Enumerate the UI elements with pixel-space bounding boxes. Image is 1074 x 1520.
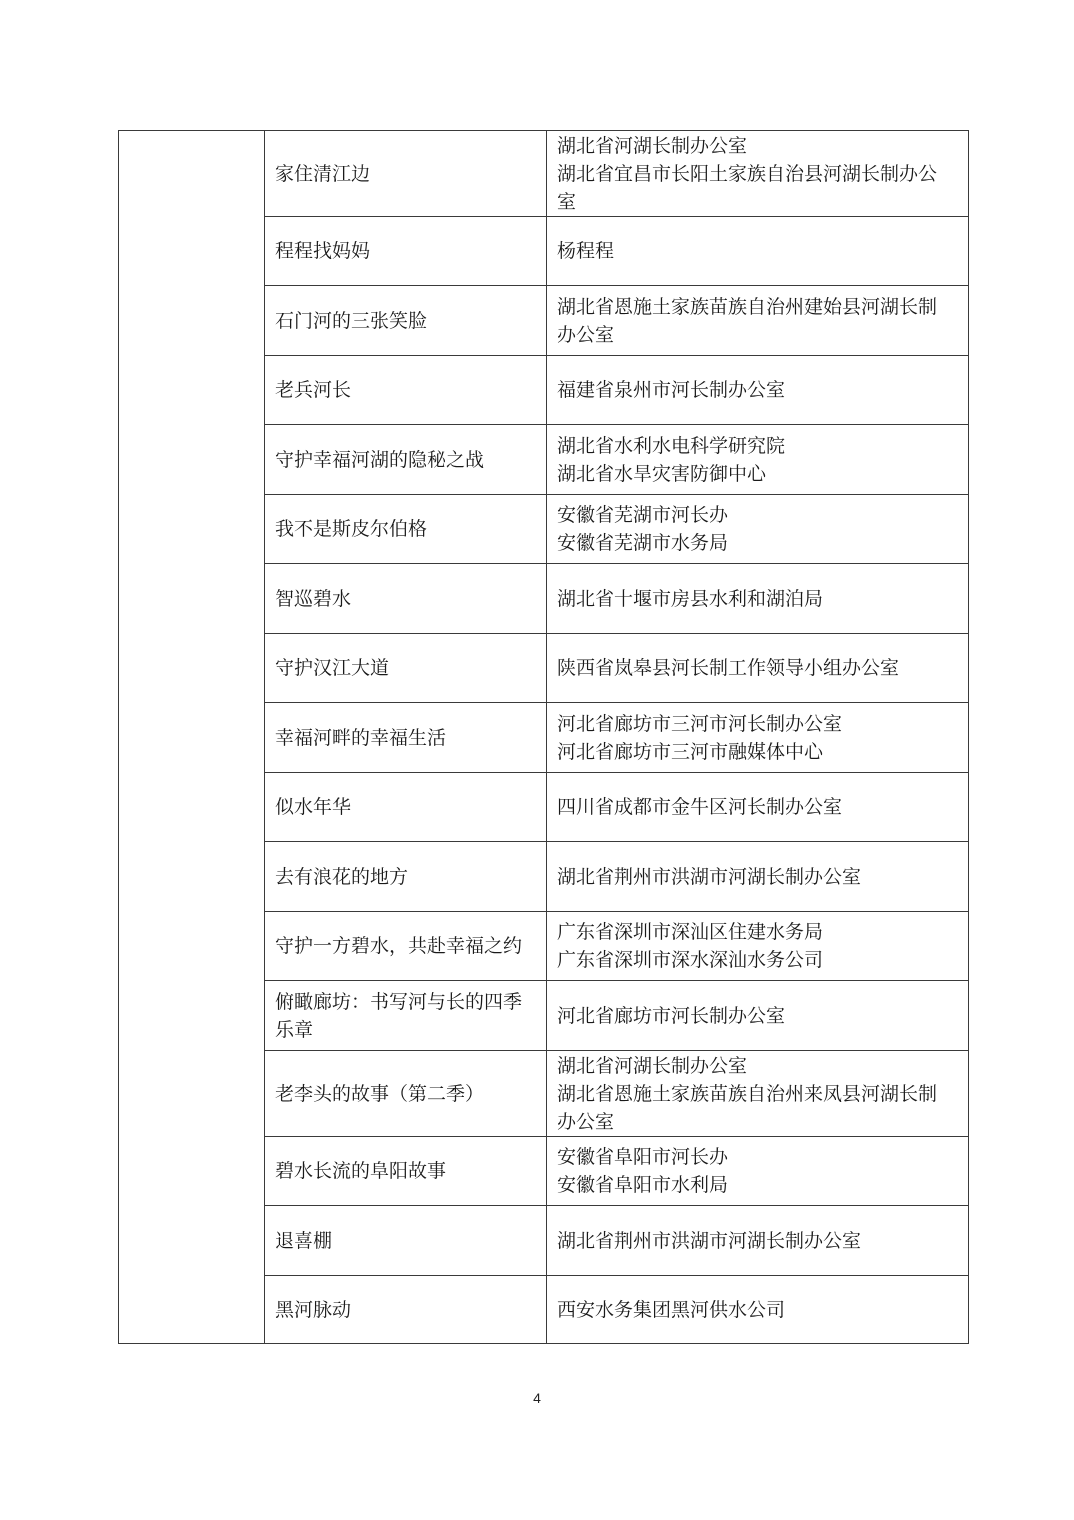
organization-line: 湖北省水旱灾害防御中心: [557, 462, 767, 485]
organization-line: 湖北省荆州市洪湖市河湖长制办公室: [557, 865, 862, 888]
organization-cell: [547, 1276, 969, 1344]
organization-line: 福建省泉州市河长制办公室: [557, 379, 786, 401]
organization-line: 湖北省宜昌市长阳土家族自治县河湖长制办公: [557, 162, 938, 185]
work-title-cell: 退喜棚: [265, 1206, 547, 1276]
organization-line: 办公室: [557, 323, 615, 346]
organization-line: 广东省深圳市深水深汕水务公司: [557, 949, 824, 971]
works-table: [118, 130, 969, 1344]
category-cell: [119, 131, 265, 1344]
organization-cell: [547, 1137, 969, 1206]
organization-cell: [547, 842, 969, 912]
work-title-cell: 我不是斯皮尔伯格: [265, 495, 547, 564]
organization-cell: [547, 634, 969, 703]
organization-line: 湖北省河湖长制办公室: [557, 134, 748, 157]
organization-cell: [547, 495, 969, 564]
organization-line: 安徽省芜湖市河长办: [557, 504, 729, 526]
organization-line: 湖北省水利水电科学研究院: [557, 434, 786, 457]
organization-cell: [547, 131, 969, 217]
organization-line: 室: [557, 190, 577, 213]
work-title-cell: 碧水长流的阜阳故事: [265, 1137, 547, 1206]
organization-line: 杨程程: [557, 240, 615, 262]
organization-cell: [547, 425, 969, 495]
work-title-cell: 石门河的三张笑脸: [265, 286, 547, 356]
work-title-cell: 似水年华: [265, 773, 547, 842]
table-body: [119, 131, 969, 1344]
table-row: [119, 131, 969, 217]
organization-line: 办公室: [557, 1110, 615, 1133]
work-title-cell: 守护幸福河湖的隐秘之战: [265, 425, 547, 495]
organization-line: 陕西省岚皋县河长制工作领导小组办公室: [557, 657, 900, 679]
organization-cell: [547, 286, 969, 356]
organization-cell: [547, 356, 969, 425]
work-title-cell: 黑河脉动: [265, 1276, 547, 1344]
organization-line: 湖北省河湖长制办公室: [557, 1054, 748, 1077]
organization-cell: [547, 564, 969, 634]
work-title-cell: 守护一方碧水，共赴幸福之约: [265, 912, 547, 981]
organization-line: 河北省廊坊市三河市融媒体中心: [557, 740, 824, 763]
organization-cell: [547, 981, 969, 1051]
work-title-cell: 老李头的故事（第二季）: [265, 1051, 547, 1137]
work-title-cell: 家住清江边: [265, 131, 547, 217]
work-title-cell: 程程找妈妈: [265, 217, 547, 286]
organization-cell: [547, 773, 969, 842]
work-title-cell: 俯瞰廊坊：书写河与长的四季乐章: [265, 981, 547, 1051]
organization-line: 安徽省阜阳市水利局: [557, 1174, 729, 1196]
page-number: 4: [533, 1390, 541, 1406]
work-title-cell: 幸福河畔的幸福生活: [265, 703, 547, 773]
organization-cell: [547, 217, 969, 286]
organization-line: 湖北省恩施土家族苗族自治州建始县河湖长制: [557, 295, 938, 318]
organization-line: 安徽省芜湖市水务局: [557, 532, 729, 554]
organization-line: 西安水务集团黑河供水公司: [557, 1298, 786, 1321]
organization-line: 湖北省荆州市洪湖市河湖长制办公室: [557, 1229, 862, 1252]
organization-cell: [547, 1051, 969, 1137]
work-title-cell: 智巡碧水: [265, 564, 547, 634]
organization-line: 安徽省阜阳市河长办: [557, 1146, 729, 1168]
organization-line: 四川省成都市金牛区河长制办公室: [557, 796, 843, 818]
organization-cell: [547, 703, 969, 773]
organization-cell: [547, 1206, 969, 1276]
organization-line: 河北省廊坊市三河市河长制办公室: [557, 712, 843, 735]
organization-line: 湖北省恩施土家族苗族自治州来凤县河湖长制: [557, 1082, 938, 1105]
organization-line: 广东省深圳市深汕区住建水务局: [557, 921, 824, 943]
organization-line: 河北省廊坊市河长制办公室: [557, 1004, 786, 1027]
work-title-cell: 去有浪花的地方: [265, 842, 547, 912]
organization-cell: [547, 912, 969, 981]
work-title-cell: 老兵河长: [265, 356, 547, 425]
organization-line: 湖北省十堰市房县水利和湖泊局: [557, 587, 824, 610]
work-title-cell: 守护汉江大道: [265, 634, 547, 703]
